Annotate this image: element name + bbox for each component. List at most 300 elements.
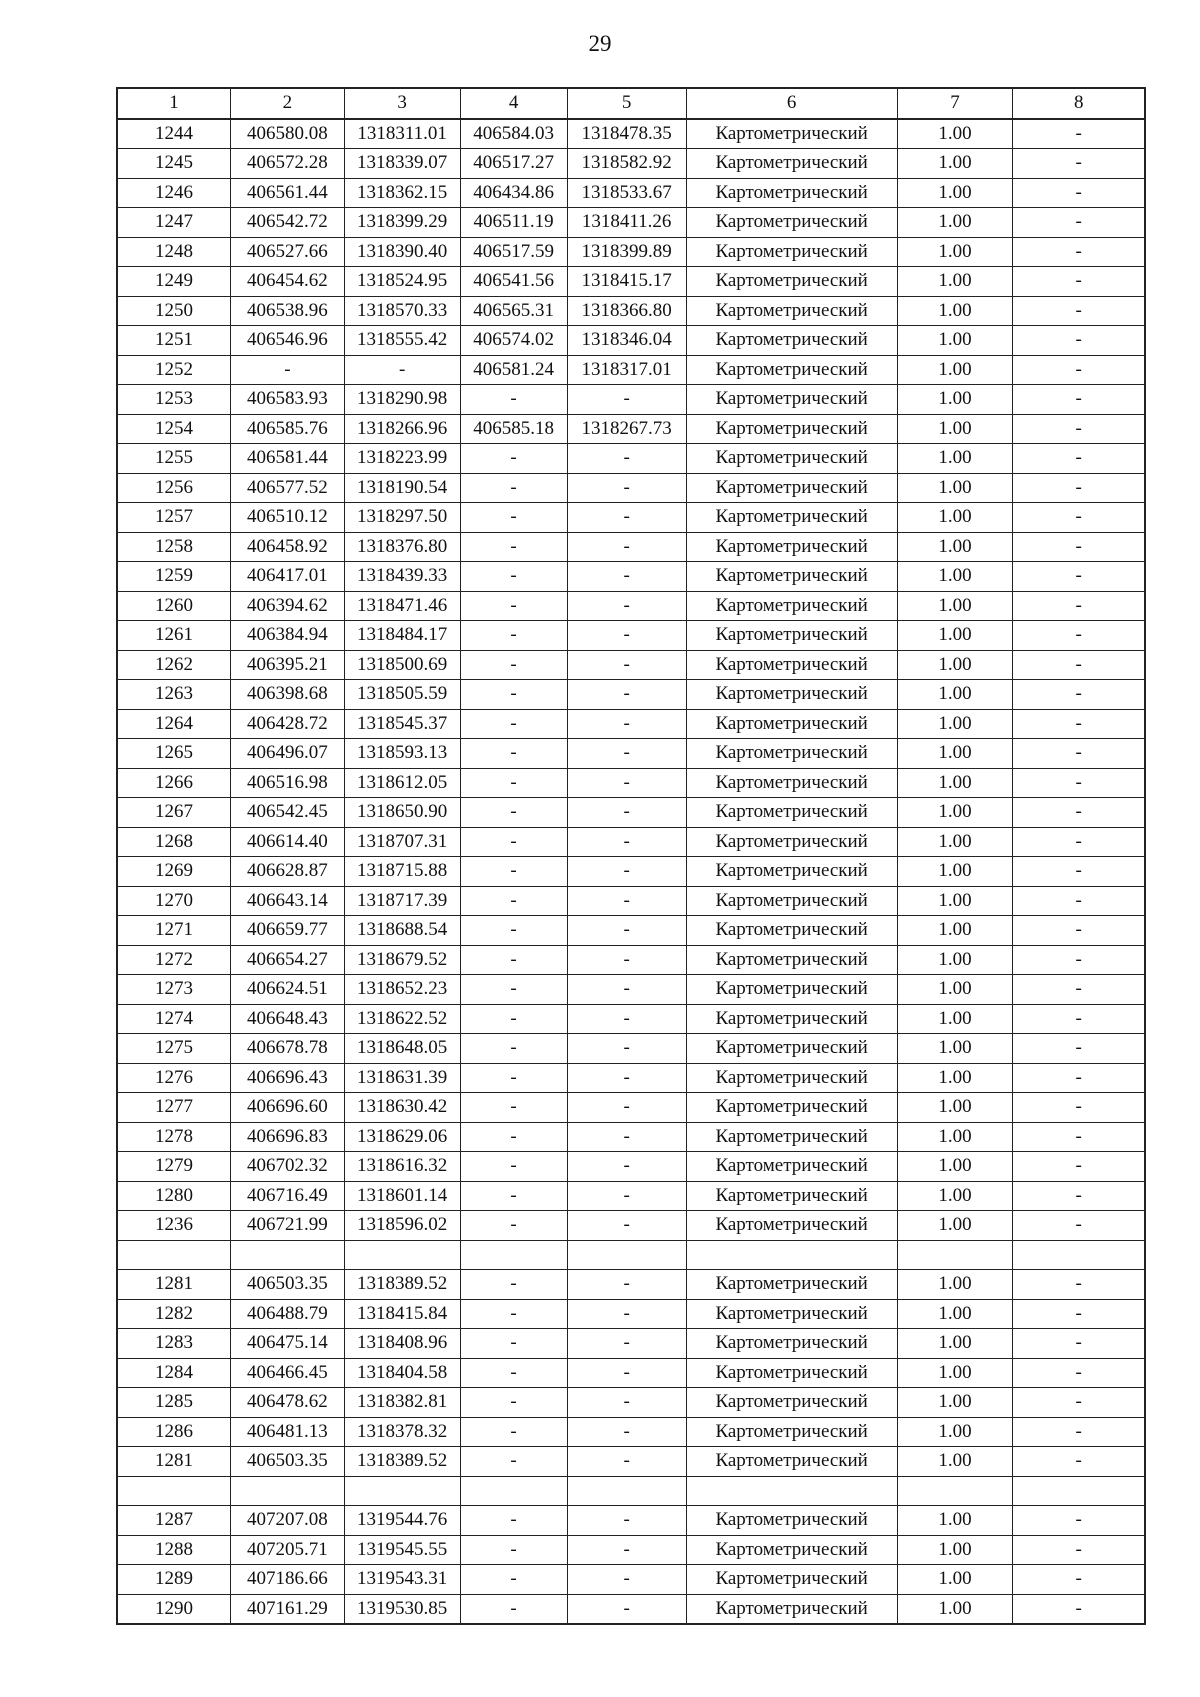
y-existing-cell: -	[567, 1535, 686, 1565]
description-cell: -	[1013, 355, 1145, 385]
table-row	[117, 296, 1145, 326]
y-existing-cell: -	[567, 680, 686, 710]
accuracy-cell: 1.00	[897, 709, 1013, 739]
y-coordinate-cell: 1318622.52	[344, 1004, 460, 1034]
y-coordinate-cell: 1319545.55	[344, 1535, 460, 1565]
point-number-cell: 1281	[117, 1447, 231, 1477]
x-existing-cell: -	[460, 503, 567, 533]
x-coordinate-cell: 406428.72	[231, 709, 345, 739]
x-coordinate-cell: 406417.01	[231, 562, 345, 592]
method-cell: Картометрический	[686, 414, 897, 444]
x-existing-cell: -	[460, 886, 567, 916]
method-cell: Картометрический	[686, 444, 897, 474]
table-row	[117, 444, 1145, 474]
table-row	[117, 1594, 1145, 1624]
point-number-cell: 1282	[117, 1299, 231, 1329]
point-number-cell: 1274	[117, 1004, 231, 1034]
accuracy-cell: 1.00	[897, 798, 1013, 828]
description-cell: -	[1013, 1004, 1145, 1034]
x-coordinate-cell: 406702.32	[231, 1152, 345, 1182]
method-cell: Картометрический	[686, 1535, 897, 1565]
method-cell: Картометрический	[686, 1329, 897, 1359]
x-coordinate-cell: 406510.12	[231, 503, 345, 533]
accuracy-cell: 1.00	[897, 1122, 1013, 1152]
accuracy-cell: 1.00	[897, 1093, 1013, 1123]
method-cell: Картометрический	[686, 237, 897, 267]
point-number-cell: 1273	[117, 975, 231, 1005]
method-cell: Картометрический	[686, 1358, 897, 1388]
accuracy-cell: 1.00	[897, 1506, 1013, 1536]
y-existing-cell: 1318533.67	[567, 178, 686, 208]
method-cell: Картометрический	[686, 1122, 897, 1152]
method-cell: Картометрический	[686, 532, 897, 562]
x-coordinate-cell: 406678.78	[231, 1034, 345, 1064]
description-cell: -	[1013, 1152, 1145, 1182]
method-cell: Картометрический	[686, 1565, 897, 1595]
x-coordinate-cell: 406648.43	[231, 1004, 345, 1034]
accuracy-cell: 1.00	[897, 355, 1013, 385]
x-coordinate-cell: 406583.93	[231, 385, 345, 415]
point-number-cell: 1263	[117, 680, 231, 710]
point-number-cell: 1261	[117, 621, 231, 651]
table-row	[117, 1417, 1145, 1447]
description-cell: -	[1013, 739, 1145, 769]
y-coordinate-cell: 1318378.32	[344, 1417, 460, 1447]
point-number-cell: 1265	[117, 739, 231, 769]
x-coordinate-cell	[231, 1240, 345, 1270]
x-existing-cell: -	[460, 1181, 567, 1211]
x-coordinate-cell: 406496.07	[231, 739, 345, 769]
method-cell: Картометрический	[686, 326, 897, 356]
table-row	[117, 355, 1145, 385]
description-cell	[1013, 1240, 1145, 1270]
y-existing-cell: -	[567, 1122, 686, 1152]
table-row	[117, 208, 1145, 238]
table-row	[117, 532, 1145, 562]
accuracy-cell: 1.00	[897, 1417, 1013, 1447]
y-coordinate-cell: 1318471.46	[344, 591, 460, 621]
accuracy-cell: 1.00	[897, 1034, 1013, 1064]
y-coordinate-cell: 1318545.37	[344, 709, 460, 739]
description-cell: -	[1013, 886, 1145, 916]
x-coordinate-cell: 407186.66	[231, 1565, 345, 1595]
method-cell: Картометрический	[686, 503, 897, 533]
x-coordinate-cell: 406585.76	[231, 414, 345, 444]
description-cell: -	[1013, 1447, 1145, 1477]
x-coordinate-cell: 406654.27	[231, 945, 345, 975]
y-coordinate-cell: 1318389.52	[344, 1270, 460, 1300]
accuracy-cell: 1.00	[897, 1329, 1013, 1359]
method-cell: Картометрический	[686, 208, 897, 238]
y-coordinate-cell: 1318190.54	[344, 473, 460, 503]
point-number-cell: 1246	[117, 178, 231, 208]
x-existing-cell: -	[460, 1565, 567, 1595]
accuracy-cell: 1.00	[897, 1063, 1013, 1093]
description-cell: -	[1013, 562, 1145, 592]
x-existing-cell: -	[460, 562, 567, 592]
accuracy-cell: 1.00	[897, 503, 1013, 533]
method-cell: Картометрический	[686, 1152, 897, 1182]
description-cell: -	[1013, 1565, 1145, 1595]
point-number-cell: 1251	[117, 326, 231, 356]
y-existing-cell: -	[567, 532, 686, 562]
x-existing-cell: -	[460, 1358, 567, 1388]
point-number-cell: 1280	[117, 1181, 231, 1211]
x-existing-cell: -	[460, 1417, 567, 1447]
x-existing-cell: -	[460, 621, 567, 651]
column-header: 1	[117, 88, 231, 119]
x-coordinate-cell: 406478.62	[231, 1388, 345, 1418]
y-existing-cell: 1318399.89	[567, 237, 686, 267]
point-number-cell: 1269	[117, 857, 231, 887]
accuracy-cell: 1.00	[897, 886, 1013, 916]
x-coordinate-cell: 407205.71	[231, 1535, 345, 1565]
x-existing-cell: -	[460, 1211, 567, 1241]
method-cell: Картометрический	[686, 798, 897, 828]
accuracy-cell: 1.00	[897, 1152, 1013, 1182]
table-row	[117, 886, 1145, 916]
y-existing-cell: -	[567, 1211, 686, 1241]
x-existing-cell: -	[460, 1388, 567, 1418]
y-existing-cell: -	[567, 473, 686, 503]
table-row	[117, 975, 1145, 1005]
table-row	[117, 1447, 1145, 1477]
column-header: 8	[1013, 88, 1145, 119]
y-existing-cell: -	[567, 444, 686, 474]
y-coordinate-cell: 1318650.90	[344, 798, 460, 828]
x-existing-cell: -	[460, 798, 567, 828]
x-existing-cell: -	[460, 473, 567, 503]
method-cell: Картометрический	[686, 1506, 897, 1536]
accuracy-cell: 1.00	[897, 326, 1013, 356]
description-cell: -	[1013, 267, 1145, 297]
method-cell: Картометрический	[686, 916, 897, 946]
y-existing-cell	[567, 1476, 686, 1506]
y-coordinate-cell: 1318408.96	[344, 1329, 460, 1359]
table-row	[117, 1122, 1145, 1152]
accuracy-cell: 1.00	[897, 1299, 1013, 1329]
y-existing-cell: -	[567, 1004, 686, 1034]
method-cell: Картометрический	[686, 886, 897, 916]
method-cell: Картометрический	[686, 178, 897, 208]
method-cell: Картометрический	[686, 1594, 897, 1624]
accuracy-cell: 1.00	[897, 149, 1013, 179]
accuracy-cell: 1.00	[897, 178, 1013, 208]
accuracy-cell: 1.00	[897, 768, 1013, 798]
y-existing-cell: 1318411.26	[567, 208, 686, 238]
accuracy-cell: 1.00	[897, 562, 1013, 592]
description-cell: -	[1013, 1270, 1145, 1300]
description-cell: -	[1013, 621, 1145, 651]
y-existing-cell: -	[567, 1181, 686, 1211]
x-existing-cell: 406541.56	[460, 267, 567, 297]
y-coordinate-cell: 1318297.50	[344, 503, 460, 533]
y-coordinate-cell: 1318500.69	[344, 650, 460, 680]
table-body	[117, 119, 1145, 1625]
accuracy-cell	[897, 1476, 1013, 1506]
y-coordinate-cell: 1318415.84	[344, 1299, 460, 1329]
x-existing-cell: -	[460, 1447, 567, 1477]
method-cell: Картометрический	[686, 709, 897, 739]
y-coordinate-cell: 1318707.31	[344, 827, 460, 857]
table-row	[117, 385, 1145, 415]
description-cell: -	[1013, 1063, 1145, 1093]
table-row	[117, 1506, 1145, 1536]
accuracy-cell: 1.00	[897, 385, 1013, 415]
point-number-cell: 1284	[117, 1358, 231, 1388]
x-coordinate-cell: 406503.35	[231, 1447, 345, 1477]
x-existing-cell: 406565.31	[460, 296, 567, 326]
x-existing-cell: -	[460, 1329, 567, 1359]
x-existing-cell: 406511.19	[460, 208, 567, 238]
accuracy-cell: 1.00	[897, 473, 1013, 503]
method-cell: Картометрический	[686, 385, 897, 415]
x-coordinate-cell: 406572.28	[231, 149, 345, 179]
method-cell: Картометрический	[686, 1299, 897, 1329]
point-number-cell: 1252	[117, 355, 231, 385]
y-coordinate-cell: 1318612.05	[344, 768, 460, 798]
method-cell: Картометрический	[686, 1004, 897, 1034]
x-existing-cell: -	[460, 1270, 567, 1300]
point-number-cell: 1272	[117, 945, 231, 975]
x-existing-cell: -	[460, 857, 567, 887]
y-coordinate-cell	[344, 1476, 460, 1506]
y-existing-cell: -	[567, 591, 686, 621]
table-row	[117, 680, 1145, 710]
point-number-cell: 1258	[117, 532, 231, 562]
y-coordinate-cell: 1318382.81	[344, 1388, 460, 1418]
table-row	[117, 739, 1145, 769]
x-existing-cell: -	[460, 945, 567, 975]
column-header: 3	[344, 88, 460, 119]
table-row	[117, 916, 1145, 946]
description-cell: -	[1013, 503, 1145, 533]
table-row	[117, 1004, 1145, 1034]
table-row	[117, 709, 1145, 739]
table-row	[117, 621, 1145, 651]
y-existing-cell: -	[567, 945, 686, 975]
x-existing-cell: -	[460, 827, 567, 857]
description-cell: -	[1013, 414, 1145, 444]
y-existing-cell: -	[567, 650, 686, 680]
accuracy-cell: 1.00	[897, 267, 1013, 297]
y-existing-cell: 1318582.92	[567, 149, 686, 179]
x-coordinate-cell: 407207.08	[231, 1506, 345, 1536]
description-cell: -	[1013, 827, 1145, 857]
y-coordinate-cell	[344, 1240, 460, 1270]
accuracy-cell: 1.00	[897, 621, 1013, 651]
point-number-cell: 1253	[117, 385, 231, 415]
table-row	[117, 1388, 1145, 1418]
y-coordinate-cell: 1318616.32	[344, 1152, 460, 1182]
table-header-row	[117, 88, 1145, 119]
x-coordinate-cell: 406577.52	[231, 473, 345, 503]
column-header: 6	[686, 88, 897, 119]
point-number-cell: 1270	[117, 886, 231, 916]
y-coordinate-cell: -	[344, 355, 460, 385]
y-existing-cell: -	[567, 1506, 686, 1536]
accuracy-cell: 1.00	[897, 1004, 1013, 1034]
description-cell: -	[1013, 1535, 1145, 1565]
point-number-cell: 1248	[117, 237, 231, 267]
point-number-cell: 1254	[117, 414, 231, 444]
description-cell: -	[1013, 680, 1145, 710]
y-existing-cell: -	[567, 1270, 686, 1300]
method-cell: Картометрический	[686, 1270, 897, 1300]
x-coordinate-cell: 406542.45	[231, 798, 345, 828]
point-number-cell	[117, 1240, 231, 1270]
method-cell: Картометрический	[686, 1211, 897, 1241]
y-coordinate-cell: 1318266.96	[344, 414, 460, 444]
method-cell: Картометрический	[686, 768, 897, 798]
y-existing-cell: -	[567, 1299, 686, 1329]
table-row	[117, 149, 1145, 179]
method-cell: Картометрический	[686, 267, 897, 297]
accuracy-cell: 1.00	[897, 1358, 1013, 1388]
y-existing-cell: -	[567, 827, 686, 857]
description-cell	[1013, 1476, 1145, 1506]
point-number-cell: 1288	[117, 1535, 231, 1565]
y-coordinate-cell: 1318593.13	[344, 739, 460, 769]
description-cell: -	[1013, 916, 1145, 946]
method-cell: Картометрический	[686, 1388, 897, 1418]
x-existing-cell: 406581.24	[460, 355, 567, 385]
x-coordinate-cell: 406516.98	[231, 768, 345, 798]
point-number-cell: 1277	[117, 1093, 231, 1123]
x-existing-cell: -	[460, 1093, 567, 1123]
table-row	[117, 1152, 1145, 1182]
table-row	[117, 1240, 1145, 1270]
y-existing-cell: 1318346.04	[567, 326, 686, 356]
table-row	[117, 503, 1145, 533]
method-cell: Картометрический	[686, 945, 897, 975]
point-number-cell: 1256	[117, 473, 231, 503]
description-cell: -	[1013, 975, 1145, 1005]
point-number-cell: 1247	[117, 208, 231, 238]
method-cell: Картометрический	[686, 1181, 897, 1211]
accuracy-cell: 1.00	[897, 1211, 1013, 1241]
y-existing-cell: -	[567, 739, 686, 769]
method-cell: Картометрический	[686, 1034, 897, 1064]
point-number-cell: 1264	[117, 709, 231, 739]
table-row	[117, 1093, 1145, 1123]
description-cell: -	[1013, 1388, 1145, 1418]
x-coordinate-cell: 406538.96	[231, 296, 345, 326]
y-coordinate-cell: 1318223.99	[344, 444, 460, 474]
x-existing-cell: -	[460, 444, 567, 474]
table-row	[117, 178, 1145, 208]
x-coordinate-cell: 406659.77	[231, 916, 345, 946]
method-cell: Картометрический	[686, 1063, 897, 1093]
y-coordinate-cell: 1318376.80	[344, 532, 460, 562]
y-existing-cell: -	[567, 503, 686, 533]
accuracy-cell: 1.00	[897, 414, 1013, 444]
accuracy-cell: 1.00	[897, 208, 1013, 238]
y-existing-cell: -	[567, 798, 686, 828]
y-existing-cell: -	[567, 1565, 686, 1595]
y-existing-cell: -	[567, 1329, 686, 1359]
method-cell	[686, 1476, 897, 1506]
accuracy-cell: 1.00	[897, 945, 1013, 975]
y-coordinate-cell: 1319544.76	[344, 1506, 460, 1536]
description-cell: -	[1013, 798, 1145, 828]
method-cell: Картометрический	[686, 119, 897, 149]
method-cell: Картометрический	[686, 857, 897, 887]
accuracy-cell	[897, 1240, 1013, 1270]
x-coordinate-cell: 406561.44	[231, 178, 345, 208]
point-number-cell: 1255	[117, 444, 231, 474]
x-coordinate-cell: 406527.66	[231, 237, 345, 267]
y-coordinate-cell: 1318652.23	[344, 975, 460, 1005]
y-coordinate-cell: 1318570.33	[344, 296, 460, 326]
y-existing-cell: -	[567, 886, 686, 916]
table-row	[117, 1063, 1145, 1093]
description-cell: -	[1013, 385, 1145, 415]
description-cell: -	[1013, 1329, 1145, 1359]
accuracy-cell: 1.00	[897, 975, 1013, 1005]
point-number-cell: 1289	[117, 1565, 231, 1595]
method-cell: Картометрический	[686, 650, 897, 680]
y-coordinate-cell: 1318311.01	[344, 119, 460, 149]
x-coordinate-cell: 406475.14	[231, 1329, 345, 1359]
y-coordinate-cell: 1318524.95	[344, 267, 460, 297]
y-existing-cell: -	[567, 1594, 686, 1624]
x-existing-cell: -	[460, 739, 567, 769]
x-coordinate-cell: 406696.60	[231, 1093, 345, 1123]
y-coordinate-cell: 1319543.31	[344, 1565, 460, 1595]
x-coordinate-cell: 406488.79	[231, 1299, 345, 1329]
table-row	[117, 267, 1145, 297]
table-row	[117, 414, 1145, 444]
accuracy-cell: 1.00	[897, 916, 1013, 946]
y-existing-cell: -	[567, 621, 686, 651]
coordinates-table	[116, 87, 1146, 1625]
y-existing-cell: -	[567, 857, 686, 887]
y-coordinate-cell: 1318439.33	[344, 562, 460, 592]
accuracy-cell: 1.00	[897, 591, 1013, 621]
description-cell: -	[1013, 1034, 1145, 1064]
x-existing-cell: -	[460, 1004, 567, 1034]
column-header: 5	[567, 88, 686, 119]
description-cell: -	[1013, 1299, 1145, 1329]
accuracy-cell: 1.00	[897, 827, 1013, 857]
x-coordinate-cell: 406716.49	[231, 1181, 345, 1211]
method-cell: Картометрический	[686, 1093, 897, 1123]
x-existing-cell	[460, 1476, 567, 1506]
y-existing-cell: -	[567, 385, 686, 415]
description-cell: -	[1013, 945, 1145, 975]
description-cell: -	[1013, 1506, 1145, 1536]
point-number-cell: 1287	[117, 1506, 231, 1536]
accuracy-cell: 1.00	[897, 650, 1013, 680]
x-coordinate-cell: 406696.43	[231, 1063, 345, 1093]
table-row	[117, 119, 1145, 149]
point-number-cell: 1279	[117, 1152, 231, 1182]
y-coordinate-cell: 1318648.05	[344, 1034, 460, 1064]
y-existing-cell: -	[567, 709, 686, 739]
accuracy-cell: 1.00	[897, 1535, 1013, 1565]
description-cell: -	[1013, 1358, 1145, 1388]
x-coordinate-cell: 406721.99	[231, 1211, 345, 1241]
y-existing-cell: -	[567, 768, 686, 798]
x-coordinate-cell: 406394.62	[231, 591, 345, 621]
x-existing-cell: 406517.59	[460, 237, 567, 267]
point-number-cell: 1262	[117, 650, 231, 680]
method-cell	[686, 1240, 897, 1270]
point-number-cell: 1257	[117, 503, 231, 533]
method-cell: Картометрический	[686, 621, 897, 651]
description-cell: -	[1013, 768, 1145, 798]
